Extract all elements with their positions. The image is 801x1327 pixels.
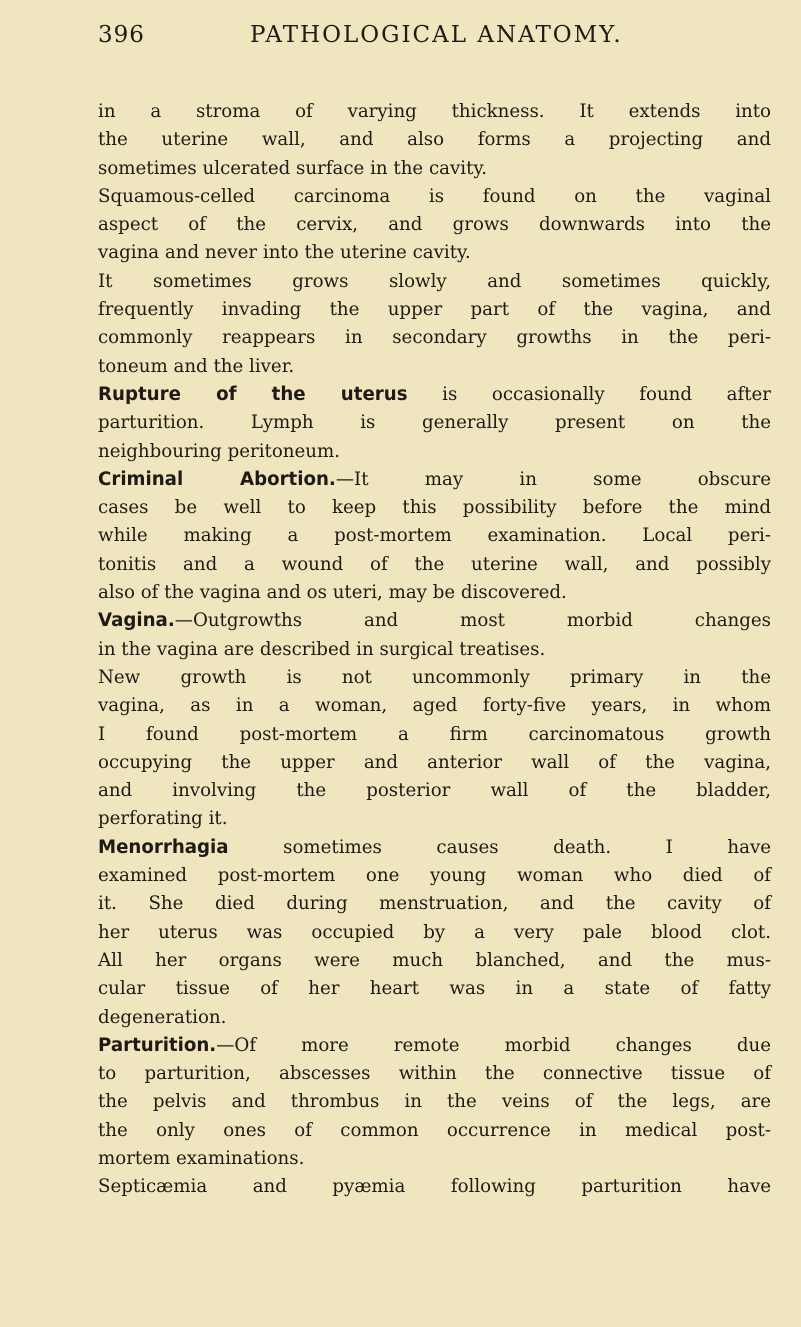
body-text: [98, 98, 771, 1202]
text-line: [98, 126, 771, 154]
text-line: [98, 777, 771, 805]
text-line: [98, 211, 771, 239]
line-text: New growth is not uncommonly primary in the: [98, 666, 771, 688]
line-text: I found post-mortem a firm carcinomatous growth: [98, 723, 771, 745]
line-text: is occasionally found after: [407, 383, 771, 405]
line-text: occupying the upper and anterior wall of the vagina,: [98, 751, 771, 773]
text-line: [98, 664, 771, 692]
line-text: toneum and the liver.: [98, 355, 295, 377]
text-line: [98, 98, 771, 126]
text-line: [98, 381, 771, 409]
line-text: in the vagina are described in surgical treatises.: [98, 638, 546, 660]
line-text: it. She died during menstruation, and the cavity of: [98, 893, 771, 915]
text-line: [98, 522, 771, 550]
text-line: [98, 1117, 771, 1145]
line-text: examined post-mortem one young woman who died of: [98, 865, 771, 887]
text-line: [98, 1060, 771, 1088]
line-text: —Outgrowths and most morbid changes: [174, 610, 771, 632]
line-text: Squamous-celled carcinoma is found on the vaginal: [98, 185, 771, 207]
text-line: [98, 1145, 771, 1173]
text-line: [98, 494, 771, 522]
line-text: while making a post-mortem examination. Local peri-: [98, 525, 771, 547]
section-heading: Criminal Abortion.: [98, 468, 336, 490]
line-text: sometimes causes death. I have: [228, 836, 771, 858]
text-line: [98, 268, 771, 296]
text-line: [98, 919, 771, 947]
line-text: It sometimes grows slowly and sometimes quickly,: [98, 270, 771, 292]
line-text: All her organs were much blanched, and the mus-: [98, 949, 771, 971]
text-line: [98, 1088, 771, 1116]
text-line: [98, 155, 771, 183]
line-text: tonitis and a wound of the uterine wall, and possibly: [98, 553, 771, 575]
line-text: —It may in some obscure: [335, 468, 771, 490]
line-text: also of the vagina and os uteri, may be discovered.: [98, 582, 567, 604]
page-number: 396: [98, 22, 145, 48]
line-text: cular tissue of her heart was in a state of fatty: [98, 978, 771, 1000]
line-text: sometimes ulcerated surface in the cavity.: [98, 157, 488, 179]
text-line: [98, 353, 771, 381]
text-line: [98, 721, 771, 749]
line-text: mortem examinations.: [98, 1147, 305, 1169]
text-line: [98, 551, 771, 579]
text-line: [98, 636, 771, 664]
line-text: and involving the posterior wall of the bladder,: [98, 780, 771, 802]
text-line: [98, 296, 771, 324]
line-text: degeneration.: [98, 1006, 227, 1028]
text-line: [98, 749, 771, 777]
text-line: [98, 834, 771, 862]
page-header: [98, 22, 771, 56]
text-line: [98, 438, 771, 466]
text-line: [98, 692, 771, 720]
line-text: parturition. Lymph is generally present on the: [98, 412, 771, 434]
text-line: [98, 975, 771, 1003]
line-text: vagina, as in a woman, aged forty-five years, in whom: [98, 695, 771, 717]
line-text: the uterine wall, and also forms a projecting and: [98, 129, 771, 151]
line-text: to parturition, abscesses within the connective tissue of: [98, 1063, 771, 1085]
text-line: [98, 862, 771, 890]
line-text: —Of more remote morbid changes due: [216, 1034, 771, 1056]
section-heading: Vagina.: [98, 610, 175, 632]
text-line: [98, 890, 771, 918]
section-heading: Rupture of the uterus: [98, 383, 408, 405]
line-text: neighbouring peritoneum.: [98, 440, 340, 462]
text-line: [98, 579, 771, 607]
text-line: [98, 1004, 771, 1032]
text-line: [98, 947, 771, 975]
line-text: perforating it.: [98, 808, 228, 830]
text-line: [98, 1032, 771, 1060]
line-text: commonly reappears in secondary growths in the peri-: [98, 327, 771, 349]
text-line: [98, 409, 771, 437]
text-line: [98, 466, 771, 494]
line-text: the only ones of common occurrence in medical post-: [98, 1119, 771, 1141]
text-line: [98, 805, 771, 833]
line-text: cases be well to keep this possibility before the mind: [98, 497, 771, 519]
running-head: PATHOLOGICAL ANATOMY.: [250, 22, 623, 48]
line-text: frequently invading the upper part of the vagina, and: [98, 299, 771, 321]
text-line: [98, 239, 771, 267]
text-line: [98, 183, 771, 211]
line-text: the pelvis and thrombus in the veins of the legs, are: [98, 1091, 771, 1113]
section-heading: Menorrhagia: [98, 836, 229, 858]
text-line: [98, 1173, 771, 1201]
line-text: aspect of the cervix, and grows downwards into the: [98, 214, 771, 236]
text-line: [98, 607, 771, 635]
line-text: her uterus was occupied by a very pale blood clot.: [98, 921, 771, 943]
line-text: vagina and never into the uterine cavity.: [98, 242, 471, 264]
line-text: in a stroma of varying thickness. It extends into: [98, 101, 771, 122]
section-heading: Parturition.: [98, 1034, 217, 1056]
text-line: [98, 324, 771, 352]
line-text: Septicæmia and pyæmia following parturition have: [98, 1176, 771, 1198]
